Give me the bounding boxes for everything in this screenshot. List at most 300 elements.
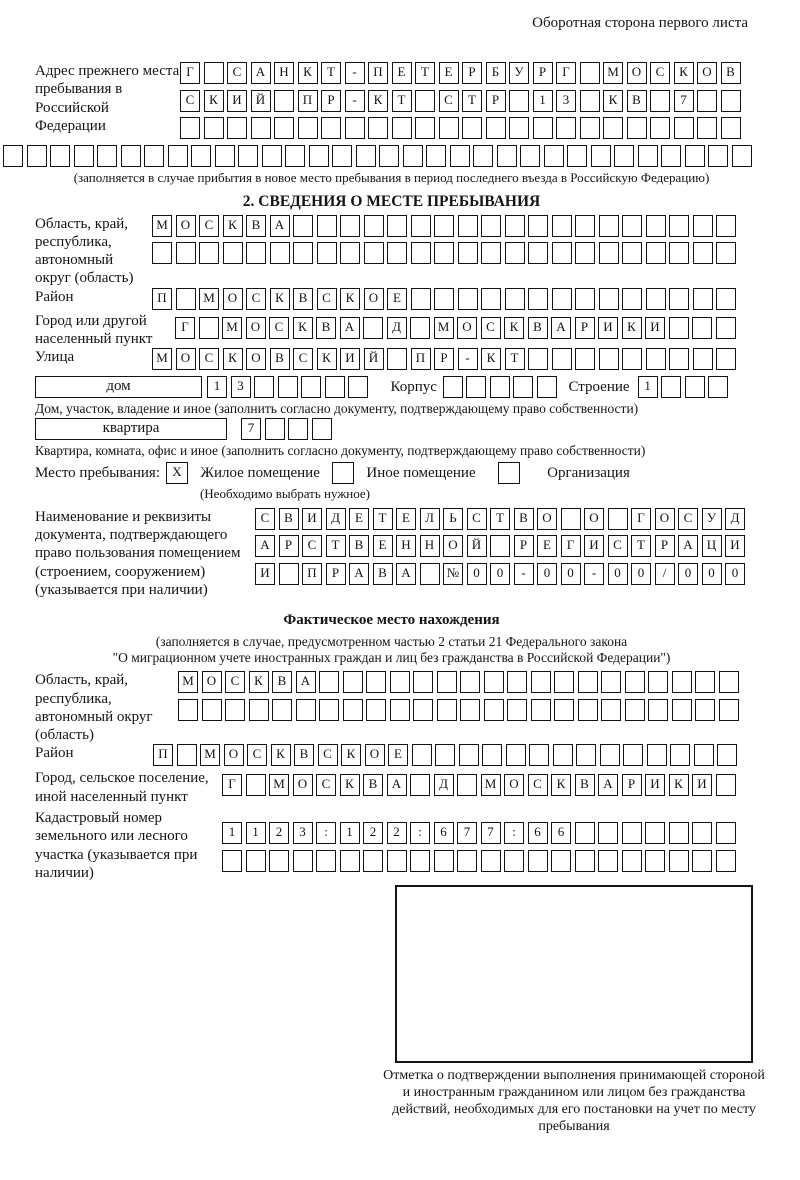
char-box[interactable] [622, 215, 642, 237]
char-box[interactable]: П [411, 348, 431, 370]
region-row-2[interactable] [152, 242, 740, 264]
char-box[interactable] [578, 671, 598, 693]
char-box[interactable] [716, 822, 736, 844]
char-box[interactable] [484, 671, 504, 693]
char-box[interactable] [279, 563, 299, 585]
char-box[interactable] [366, 699, 386, 721]
char-box[interactable] [343, 671, 363, 693]
char-box[interactable] [507, 671, 527, 693]
char-box[interactable] [646, 348, 666, 370]
document-row-1[interactable] [255, 508, 749, 530]
char-box[interactable]: Р [486, 90, 506, 112]
char-box[interactable] [434, 215, 454, 237]
char-box[interactable] [692, 822, 712, 844]
char-box[interactable]: И [645, 317, 665, 339]
char-box[interactable] [249, 699, 269, 721]
char-box[interactable] [669, 242, 689, 264]
char-box[interactable]: К [249, 671, 269, 693]
char-box[interactable] [202, 699, 222, 721]
document-row-3[interactable] [255, 563, 749, 585]
char-box[interactable]: Й [364, 348, 384, 370]
char-box[interactable]: П [298, 90, 318, 112]
char-box[interactable] [599, 288, 619, 310]
char-box[interactable] [693, 215, 713, 237]
char-box[interactable]: С [439, 90, 459, 112]
char-box[interactable] [274, 90, 294, 112]
char-box[interactable] [551, 850, 571, 872]
char-box[interactable]: К [340, 774, 360, 796]
char-box[interactable]: Д [725, 508, 745, 530]
char-box[interactable]: С [317, 288, 337, 310]
char-box[interactable] [697, 90, 717, 112]
char-box[interactable] [473, 145, 493, 167]
char-box[interactable]: С [180, 90, 200, 112]
char-box[interactable]: 0 [631, 563, 651, 585]
char-box[interactable]: А [598, 774, 618, 796]
char-box[interactable]: 0 [561, 563, 581, 585]
char-box[interactable] [603, 117, 623, 139]
char-box[interactable] [614, 145, 634, 167]
char-box[interactable]: 1 [638, 376, 658, 398]
char-box[interactable] [222, 850, 242, 872]
char-box[interactable]: : [316, 822, 336, 844]
char-box[interactable]: 1 [222, 822, 242, 844]
char-box[interactable] [340, 215, 360, 237]
char-box[interactable]: Р [326, 563, 346, 585]
char-box[interactable] [301, 376, 321, 398]
char-box[interactable]: Ь [443, 508, 463, 530]
char-box[interactable]: С [678, 508, 698, 530]
char-box[interactable] [598, 822, 618, 844]
char-box[interactable]: М [199, 288, 219, 310]
char-box[interactable] [481, 215, 501, 237]
char-box[interactable] [600, 744, 620, 766]
char-box[interactable] [437, 699, 457, 721]
char-box[interactable] [121, 145, 141, 167]
char-box[interactable]: О [443, 535, 463, 557]
char-box[interactable]: К [504, 317, 524, 339]
char-box[interactable]: С [608, 535, 628, 557]
char-box[interactable]: - [345, 90, 365, 112]
char-box[interactable] [506, 744, 526, 766]
char-box[interactable] [528, 850, 548, 872]
char-box[interactable] [415, 90, 435, 112]
char-box[interactable]: 2 [363, 822, 383, 844]
char-box[interactable]: М [152, 215, 172, 237]
char-box[interactable] [661, 376, 681, 398]
char-box[interactable] [721, 117, 741, 139]
char-box[interactable] [528, 242, 548, 264]
char-box[interactable] [567, 145, 587, 167]
organization-checkbox[interactable] [498, 462, 520, 484]
char-box[interactable]: 0 [702, 563, 722, 585]
char-box[interactable] [717, 744, 737, 766]
char-box[interactable]: М [200, 744, 220, 766]
char-box[interactable]: 1 [246, 822, 266, 844]
char-box[interactable]: К [603, 90, 623, 112]
char-box[interactable]: 7 [457, 822, 477, 844]
char-box[interactable] [507, 699, 527, 721]
char-box[interactable] [693, 348, 713, 370]
korpus-row[interactable] [443, 376, 561, 398]
char-box[interactable] [437, 671, 457, 693]
char-box[interactable]: Г [175, 317, 195, 339]
char-box[interactable] [561, 508, 581, 530]
char-box[interactable]: Р [575, 317, 595, 339]
char-box[interactable] [481, 242, 501, 264]
char-box[interactable]: Б [486, 62, 506, 84]
char-box[interactable]: С [255, 508, 275, 530]
char-box[interactable] [669, 288, 689, 310]
char-box[interactable] [97, 145, 117, 167]
char-box[interactable]: Л [420, 508, 440, 530]
char-box[interactable] [646, 288, 666, 310]
char-box[interactable]: К [481, 348, 501, 370]
char-box[interactable] [528, 288, 548, 310]
char-box[interactable] [348, 376, 368, 398]
char-box[interactable] [412, 744, 432, 766]
char-box[interactable] [74, 145, 94, 167]
char-box[interactable] [505, 242, 525, 264]
char-box[interactable] [669, 215, 689, 237]
char-box[interactable] [716, 317, 736, 339]
char-box[interactable]: В [293, 288, 313, 310]
char-box[interactable]: 0 [490, 563, 510, 585]
char-box[interactable]: В [294, 744, 314, 766]
char-box[interactable] [622, 822, 642, 844]
char-box[interactable] [434, 242, 454, 264]
char-box[interactable] [672, 699, 692, 721]
char-box[interactable]: В [316, 317, 336, 339]
char-box[interactable] [554, 671, 574, 693]
char-box[interactable] [434, 850, 454, 872]
char-box[interactable]: Е [392, 62, 412, 84]
char-box[interactable] [708, 376, 728, 398]
char-box[interactable]: В [363, 774, 383, 796]
char-box[interactable]: В [575, 774, 595, 796]
char-box[interactable] [204, 62, 224, 84]
char-box[interactable]: С [318, 744, 338, 766]
char-box[interactable] [363, 850, 383, 872]
char-box[interactable] [204, 117, 224, 139]
char-box[interactable] [685, 376, 705, 398]
house-number-row[interactable] [207, 376, 372, 398]
char-box[interactable] [317, 215, 337, 237]
char-box[interactable]: С [269, 317, 289, 339]
char-box[interactable] [732, 145, 752, 167]
char-box[interactable] [199, 317, 219, 339]
char-box[interactable]: С [293, 348, 313, 370]
char-box[interactable] [685, 145, 705, 167]
char-box[interactable]: О [176, 215, 196, 237]
char-box[interactable] [403, 145, 423, 167]
char-box[interactable] [199, 242, 219, 264]
char-box[interactable]: И [692, 774, 712, 796]
char-box[interactable]: 3 [293, 822, 313, 844]
char-box[interactable] [225, 699, 245, 721]
prev-address-row-3[interactable] [180, 117, 744, 139]
char-box[interactable] [178, 699, 198, 721]
char-box[interactable]: В [272, 671, 292, 693]
char-box[interactable] [692, 850, 712, 872]
char-box[interactable] [379, 145, 399, 167]
char-box[interactable] [575, 348, 595, 370]
char-box[interactable]: М [222, 317, 242, 339]
char-box[interactable]: К [223, 215, 243, 237]
char-box[interactable]: К [271, 744, 291, 766]
char-box[interactable] [490, 376, 510, 398]
char-box[interactable] [144, 145, 164, 167]
char-box[interactable] [497, 145, 517, 167]
char-box[interactable]: А [296, 671, 316, 693]
char-box[interactable] [552, 242, 572, 264]
char-box[interactable] [591, 145, 611, 167]
char-box[interactable]: О [584, 508, 604, 530]
char-box[interactable] [413, 671, 433, 693]
char-box[interactable] [387, 850, 407, 872]
char-box[interactable] [622, 288, 642, 310]
char-box[interactable] [529, 744, 549, 766]
char-box[interactable] [390, 671, 410, 693]
char-box[interactable]: И [584, 535, 604, 557]
char-box[interactable]: У [702, 508, 722, 530]
char-box[interactable]: - [345, 62, 365, 84]
char-box[interactable] [319, 671, 339, 693]
actual-city-row[interactable] [222, 774, 739, 796]
char-box[interactable] [316, 850, 336, 872]
house-type-box[interactable]: дом [35, 376, 202, 398]
char-box[interactable]: К [622, 317, 642, 339]
char-box[interactable] [556, 117, 576, 139]
char-box[interactable] [638, 145, 658, 167]
char-box[interactable]: 1 [340, 822, 360, 844]
char-box[interactable] [627, 117, 647, 139]
cadastral-row-2[interactable] [222, 850, 739, 872]
char-box[interactable] [601, 671, 621, 693]
char-box[interactable] [420, 563, 440, 585]
char-box[interactable]: Р [655, 535, 675, 557]
char-box[interactable]: Т [373, 508, 393, 530]
char-box[interactable] [505, 288, 525, 310]
char-box[interactable]: 0 [467, 563, 487, 585]
char-box[interactable]: О [223, 288, 243, 310]
char-box[interactable] [716, 348, 736, 370]
char-box[interactable]: К [669, 774, 689, 796]
char-box[interactable] [672, 671, 692, 693]
char-box[interactable]: 0 [537, 563, 557, 585]
char-box[interactable]: Т [631, 535, 651, 557]
char-box[interactable]: К [341, 744, 361, 766]
char-box[interactable] [321, 117, 341, 139]
char-box[interactable] [410, 850, 430, 872]
char-box[interactable] [531, 699, 551, 721]
char-box[interactable] [575, 822, 595, 844]
char-box[interactable] [505, 215, 525, 237]
char-box[interactable] [509, 117, 529, 139]
char-box[interactable]: Е [439, 62, 459, 84]
actual-district-row[interactable] [153, 744, 741, 766]
char-box[interactable] [599, 242, 619, 264]
char-box[interactable] [366, 671, 386, 693]
char-box[interactable]: Т [490, 508, 510, 530]
char-box[interactable]: О [176, 348, 196, 370]
char-box[interactable] [716, 215, 736, 237]
char-box[interactable] [177, 744, 197, 766]
char-box[interactable] [458, 288, 478, 310]
char-box[interactable] [227, 117, 247, 139]
char-box[interactable] [272, 699, 292, 721]
char-box[interactable]: В [349, 535, 369, 557]
char-box[interactable] [332, 145, 352, 167]
residential-checkbox[interactable]: X [166, 462, 188, 484]
char-box[interactable] [716, 774, 736, 796]
char-box[interactable] [413, 699, 433, 721]
char-box[interactable] [645, 850, 665, 872]
char-box[interactable]: М [152, 348, 172, 370]
char-box[interactable]: Е [537, 535, 557, 557]
char-box[interactable] [340, 850, 360, 872]
char-box[interactable]: О [364, 288, 384, 310]
char-box[interactable] [553, 744, 573, 766]
char-box[interactable]: Т [415, 62, 435, 84]
char-box[interactable]: М [178, 671, 198, 693]
char-box[interactable] [262, 145, 282, 167]
char-box[interactable]: О [224, 744, 244, 766]
char-box[interactable] [552, 215, 572, 237]
apartment-type-box[interactable]: квартира [35, 418, 227, 440]
char-box[interactable]: Ц [702, 535, 722, 557]
char-box[interactable]: : [410, 822, 430, 844]
char-box[interactable]: К [674, 62, 694, 84]
district-row[interactable] [152, 288, 740, 310]
char-box[interactable] [484, 699, 504, 721]
char-box[interactable]: 1 [207, 376, 227, 398]
char-box[interactable]: 6 [528, 822, 548, 844]
char-box[interactable]: К [293, 317, 313, 339]
char-box[interactable]: Г [222, 774, 242, 796]
char-box[interactable] [625, 671, 645, 693]
char-box[interactable] [460, 699, 480, 721]
char-box[interactable] [490, 535, 510, 557]
char-box[interactable]: А [255, 535, 275, 557]
char-box[interactable]: С [481, 317, 501, 339]
char-box[interactable] [410, 317, 430, 339]
char-box[interactable]: - [514, 563, 534, 585]
char-box[interactable] [528, 215, 548, 237]
char-box[interactable]: Й [251, 90, 271, 112]
char-box[interactable]: / [655, 563, 675, 585]
char-box[interactable]: 2 [269, 822, 289, 844]
char-box[interactable]: 0 [678, 563, 698, 585]
char-box[interactable] [695, 671, 715, 693]
char-box[interactable]: Г [180, 62, 200, 84]
char-box[interactable]: 7 [674, 90, 694, 112]
char-box[interactable]: С [650, 62, 670, 84]
char-box[interactable] [608, 508, 628, 530]
char-box[interactable] [481, 850, 501, 872]
char-box[interactable] [694, 744, 714, 766]
char-box[interactable] [288, 418, 308, 440]
char-box[interactable] [580, 90, 600, 112]
char-box[interactable]: П [368, 62, 388, 84]
char-box[interactable]: А [340, 317, 360, 339]
char-box[interactable] [716, 850, 736, 872]
char-box[interactable]: М [603, 62, 623, 84]
char-box[interactable] [325, 376, 345, 398]
char-box[interactable] [650, 90, 670, 112]
char-box[interactable] [669, 348, 689, 370]
char-box[interactable] [622, 348, 642, 370]
char-box[interactable]: Е [388, 744, 408, 766]
char-box[interactable] [670, 744, 690, 766]
char-box[interactable] [434, 288, 454, 310]
char-box[interactable]: В [279, 508, 299, 530]
char-box[interactable] [387, 242, 407, 264]
char-box[interactable]: О [202, 671, 222, 693]
char-box[interactable] [293, 242, 313, 264]
char-box[interactable] [411, 288, 431, 310]
char-box[interactable] [285, 145, 305, 167]
char-box[interactable] [246, 774, 266, 796]
prev-address-row-1[interactable] [180, 62, 744, 84]
char-box[interactable]: Е [387, 288, 407, 310]
char-box[interactable] [411, 242, 431, 264]
char-box[interactable] [622, 242, 642, 264]
char-box[interactable]: К [368, 90, 388, 112]
char-box[interactable]: Р [514, 535, 534, 557]
char-box[interactable]: Й [467, 535, 487, 557]
char-box[interactable]: С [247, 744, 267, 766]
char-box[interactable] [669, 822, 689, 844]
char-box[interactable]: Е [396, 508, 416, 530]
char-box[interactable] [345, 117, 365, 139]
char-box[interactable] [669, 850, 689, 872]
char-box[interactable] [599, 215, 619, 237]
char-box[interactable] [695, 699, 715, 721]
char-box[interactable]: П [302, 563, 322, 585]
char-box[interactable] [387, 215, 407, 237]
char-box[interactable]: К [223, 348, 243, 370]
char-box[interactable] [392, 117, 412, 139]
char-box[interactable] [575, 215, 595, 237]
char-box[interactable]: У [509, 62, 529, 84]
char-box[interactable] [363, 317, 383, 339]
char-box[interactable]: С [227, 62, 247, 84]
char-box[interactable]: Н [274, 62, 294, 84]
char-box[interactable] [697, 117, 717, 139]
char-box[interactable] [554, 699, 574, 721]
cadastral-row-1[interactable] [222, 822, 739, 844]
char-box[interactable] [466, 376, 486, 398]
char-box[interactable] [531, 671, 551, 693]
char-box[interactable]: О [246, 317, 266, 339]
char-box[interactable] [459, 744, 479, 766]
char-box[interactable]: Р [533, 62, 553, 84]
char-box[interactable]: 7 [241, 418, 261, 440]
char-box[interactable] [293, 850, 313, 872]
char-box[interactable]: 0 [725, 563, 745, 585]
char-box[interactable] [435, 744, 455, 766]
char-box[interactable]: В [514, 508, 534, 530]
char-box[interactable]: О [697, 62, 717, 84]
char-box[interactable] [575, 288, 595, 310]
char-box[interactable]: И [340, 348, 360, 370]
char-box[interactable] [575, 850, 595, 872]
other-premises-checkbox[interactable] [332, 462, 354, 484]
char-box[interactable] [552, 288, 572, 310]
char-box[interactable] [439, 117, 459, 139]
char-box[interactable] [693, 242, 713, 264]
